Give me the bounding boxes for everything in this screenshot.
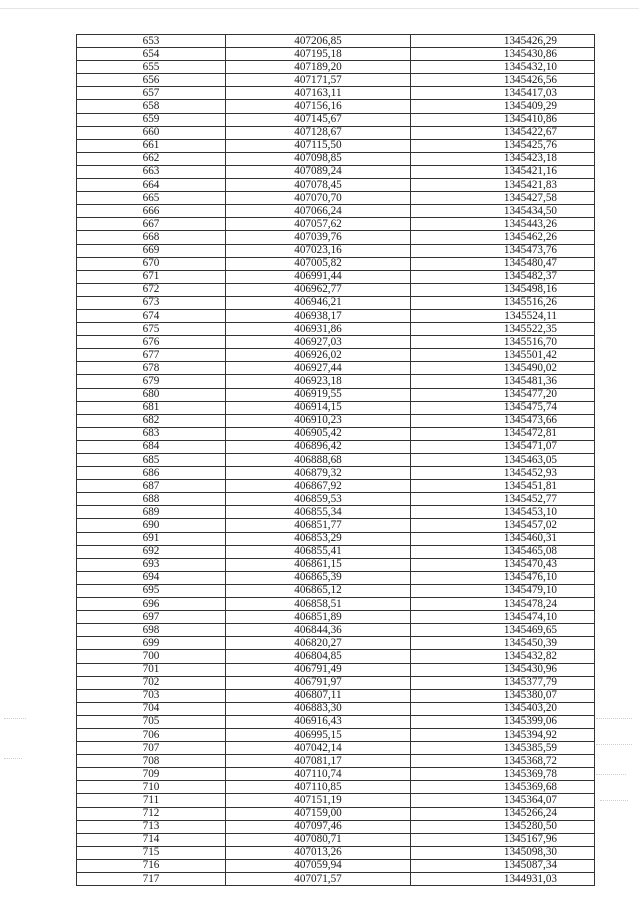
x-coordinate-cell: 406807,11 [226, 689, 411, 702]
point-number-cell: 710 [77, 781, 226, 794]
y-coordinate-cell: 1345516,70 [411, 336, 595, 349]
table-row [77, 480, 595, 493]
table-row [77, 532, 595, 545]
point-number-cell: 703 [77, 689, 226, 702]
table-row [77, 61, 595, 74]
table-row [77, 833, 595, 846]
point-number-cell: 666 [77, 205, 226, 218]
x-coordinate-cell: 407171,57 [226, 74, 411, 87]
x-coordinate-cell: 407078,45 [226, 179, 411, 192]
x-coordinate-cell: 406931,86 [226, 323, 411, 336]
scan-artifact [4, 758, 22, 759]
point-number-cell: 711 [77, 794, 226, 807]
point-number-cell: 678 [77, 362, 226, 375]
y-coordinate-cell: 1345478,24 [411, 598, 595, 611]
x-coordinate-cell: 406791,97 [226, 676, 411, 689]
x-coordinate-cell: 406914,15 [226, 401, 411, 414]
x-coordinate-cell: 406865,12 [226, 584, 411, 597]
point-number-cell: 681 [77, 401, 226, 414]
scan-artifact [4, 718, 26, 719]
table-row [77, 414, 595, 427]
point-number-cell: 706 [77, 728, 226, 741]
point-number-cell: 663 [77, 165, 226, 178]
y-coordinate-cell: 1345479,10 [411, 584, 595, 597]
point-number-cell: 667 [77, 218, 226, 231]
table-row [77, 179, 595, 192]
y-coordinate-cell: 1345410,86 [411, 113, 595, 126]
point-number-cell: 684 [77, 440, 226, 453]
table-row [77, 205, 595, 218]
table-row [77, 611, 595, 624]
y-coordinate-cell: 1345472,81 [411, 427, 595, 440]
point-number-cell: 715 [77, 846, 226, 859]
x-coordinate-cell: 406853,29 [226, 532, 411, 545]
x-coordinate-cell: 406926,02 [226, 349, 411, 362]
y-coordinate-cell: 1345087,34 [411, 859, 595, 872]
x-coordinate-cell: 406995,15 [226, 728, 411, 741]
table-row [77, 257, 595, 270]
table-row [77, 768, 595, 781]
point-number-cell: 660 [77, 126, 226, 139]
x-coordinate-cell: 406883,30 [226, 702, 411, 715]
point-number-cell: 680 [77, 388, 226, 401]
table-row [77, 48, 595, 61]
x-coordinate-cell: 407115,50 [226, 139, 411, 152]
y-coordinate-cell: 1345450,39 [411, 637, 595, 650]
x-coordinate-cell: 407089,24 [226, 165, 411, 178]
y-coordinate-cell: 1345465,08 [411, 545, 595, 558]
point-number-cell: 677 [77, 349, 226, 362]
point-number-cell: 662 [77, 152, 226, 165]
table-row [77, 401, 595, 414]
table-row [77, 545, 595, 558]
table-row [77, 218, 595, 231]
table-row [77, 100, 595, 113]
table-row [77, 663, 595, 676]
point-number-cell: 656 [77, 74, 226, 87]
point-number-cell: 672 [77, 283, 226, 296]
y-coordinate-cell: 1345399,06 [411, 715, 595, 728]
scan-artifact [596, 718, 632, 719]
point-number-cell: 664 [77, 179, 226, 192]
table-row [77, 362, 595, 375]
x-coordinate-cell: 407098,85 [226, 152, 411, 165]
point-number-cell: 655 [77, 61, 226, 74]
x-coordinate-cell: 407151,19 [226, 794, 411, 807]
y-coordinate-cell: 1345463,05 [411, 454, 595, 467]
point-number-cell: 695 [77, 584, 226, 597]
point-number-cell: 714 [77, 833, 226, 846]
y-coordinate-cell: 1345480,47 [411, 257, 595, 270]
x-coordinate-cell: 407042,14 [226, 742, 411, 755]
table-row [77, 715, 595, 728]
table-row [77, 637, 595, 650]
table-row [77, 375, 595, 388]
point-number-cell: 694 [77, 571, 226, 584]
table-row [77, 309, 595, 322]
x-coordinate-cell: 406851,89 [226, 611, 411, 624]
x-coordinate-cell: 407206,85 [226, 35, 411, 48]
x-coordinate-cell: 406888,68 [226, 454, 411, 467]
coordinates-table-body [77, 35, 595, 886]
table-row [77, 689, 595, 702]
x-coordinate-cell: 406905,42 [226, 427, 411, 440]
table-row [77, 873, 595, 886]
table-row [77, 296, 595, 309]
point-number-cell: 665 [77, 192, 226, 205]
table-row [77, 126, 595, 139]
y-coordinate-cell: 1345462,26 [411, 231, 595, 244]
x-coordinate-cell: 407159,00 [226, 807, 411, 820]
table-row [77, 781, 595, 794]
y-coordinate-cell: 1345377,79 [411, 676, 595, 689]
y-coordinate-cell: 1345409,29 [411, 100, 595, 113]
y-coordinate-cell: 1345280,50 [411, 820, 595, 833]
point-number-cell: 690 [77, 519, 226, 532]
y-coordinate-cell: 1345516,26 [411, 296, 595, 309]
y-coordinate-cell: 1345421,16 [411, 165, 595, 178]
point-number-cell: 707 [77, 742, 226, 755]
table-row [77, 755, 595, 768]
point-number-cell: 686 [77, 467, 226, 480]
x-coordinate-cell: 407189,20 [226, 61, 411, 74]
y-coordinate-cell: 1345430,86 [411, 48, 595, 61]
y-coordinate-cell: 1345434,50 [411, 205, 595, 218]
point-number-cell: 708 [77, 755, 226, 768]
table-row [77, 598, 595, 611]
x-coordinate-cell: 406879,32 [226, 467, 411, 480]
point-number-cell: 702 [77, 676, 226, 689]
x-coordinate-cell: 407110,85 [226, 781, 411, 794]
point-number-cell: 661 [77, 139, 226, 152]
point-number-cell: 675 [77, 323, 226, 336]
y-coordinate-cell: 1345098,30 [411, 846, 595, 859]
y-coordinate-cell: 1345460,31 [411, 532, 595, 545]
point-number-cell: 700 [77, 650, 226, 663]
point-number-cell: 693 [77, 558, 226, 571]
x-coordinate-cell: 406859,53 [226, 493, 411, 506]
point-number-cell: 682 [77, 414, 226, 427]
x-coordinate-cell: 407110,74 [226, 768, 411, 781]
table-row [77, 650, 595, 663]
point-number-cell: 713 [77, 820, 226, 833]
x-coordinate-cell: 407013,26 [226, 846, 411, 859]
y-coordinate-cell: 1345453,10 [411, 506, 595, 519]
y-coordinate-cell: 1345457,02 [411, 519, 595, 532]
point-number-cell: 688 [77, 493, 226, 506]
table-row [77, 74, 595, 87]
table-row [77, 427, 595, 440]
point-number-cell: 670 [77, 257, 226, 270]
table-row [77, 440, 595, 453]
table-row [77, 231, 595, 244]
point-number-cell: 698 [77, 624, 226, 637]
table-row [77, 152, 595, 165]
table-row [77, 742, 595, 755]
point-number-cell: 657 [77, 87, 226, 100]
point-number-cell: 685 [77, 454, 226, 467]
x-coordinate-cell: 406910,23 [226, 414, 411, 427]
y-coordinate-cell: 1345477,20 [411, 388, 595, 401]
point-number-cell: 716 [77, 859, 226, 872]
y-coordinate-cell: 1345423,18 [411, 152, 595, 165]
y-coordinate-cell: 1345471,07 [411, 440, 595, 453]
point-number-cell: 701 [77, 663, 226, 676]
scan-artifact [596, 744, 632, 745]
table-row [77, 859, 595, 872]
x-coordinate-cell: 407066,24 [226, 205, 411, 218]
y-coordinate-cell: 1345422,67 [411, 126, 595, 139]
table-row [77, 113, 595, 126]
x-coordinate-cell: 407156,16 [226, 100, 411, 113]
point-number-cell: 705 [77, 715, 226, 728]
scan-artifact [596, 774, 626, 775]
point-number-cell: 668 [77, 231, 226, 244]
point-number-cell: 669 [77, 244, 226, 257]
x-coordinate-cell: 407057,62 [226, 218, 411, 231]
point-number-cell: 674 [77, 309, 226, 322]
table-row [77, 519, 595, 532]
x-coordinate-cell: 406946,21 [226, 296, 411, 309]
y-coordinate-cell: 1345469,65 [411, 624, 595, 637]
y-coordinate-cell: 1345474,10 [411, 611, 595, 624]
x-coordinate-cell: 407128,67 [226, 126, 411, 139]
y-coordinate-cell: 1345385,59 [411, 742, 595, 755]
x-coordinate-cell: 407195,18 [226, 48, 411, 61]
y-coordinate-cell: 1345394,92 [411, 728, 595, 741]
table-row [77, 467, 595, 480]
table-row [77, 192, 595, 205]
point-number-cell: 704 [77, 702, 226, 715]
table-row [77, 270, 595, 283]
y-coordinate-cell: 1345421,83 [411, 179, 595, 192]
point-number-cell: 709 [77, 768, 226, 781]
table-row [77, 676, 595, 689]
table-row [77, 624, 595, 637]
x-coordinate-cell: 406867,92 [226, 480, 411, 493]
x-coordinate-cell: 406865,39 [226, 571, 411, 584]
point-number-cell: 717 [77, 873, 226, 886]
point-number-cell: 696 [77, 598, 226, 611]
x-coordinate-cell: 406938,17 [226, 309, 411, 322]
table-row [77, 571, 595, 584]
table-row [77, 35, 595, 48]
table-row [77, 807, 595, 820]
page-top-edge [0, 8, 639, 9]
table-row [77, 702, 595, 715]
y-coordinate-cell: 1345430,96 [411, 663, 595, 676]
table-row [77, 506, 595, 519]
table-row [77, 165, 595, 178]
point-number-cell: 676 [77, 336, 226, 349]
y-coordinate-cell: 1345473,66 [411, 414, 595, 427]
table-row [77, 820, 595, 833]
table-row [77, 87, 595, 100]
table-row [77, 558, 595, 571]
x-coordinate-cell: 406851,77 [226, 519, 411, 532]
table-row [77, 349, 595, 362]
x-coordinate-cell: 407163,11 [226, 87, 411, 100]
x-coordinate-cell: 407059,94 [226, 859, 411, 872]
x-coordinate-cell: 406923,18 [226, 375, 411, 388]
x-coordinate-cell: 406855,34 [226, 506, 411, 519]
point-number-cell: 687 [77, 480, 226, 493]
point-number-cell: 689 [77, 506, 226, 519]
table-row [77, 283, 595, 296]
point-number-cell: 679 [77, 375, 226, 388]
x-coordinate-cell: 406916,43 [226, 715, 411, 728]
point-number-cell: 659 [77, 113, 226, 126]
y-coordinate-cell: 1345501,42 [411, 349, 595, 362]
table-row [77, 728, 595, 741]
y-coordinate-cell: 1345481,36 [411, 375, 595, 388]
y-coordinate-cell: 1345522,35 [411, 323, 595, 336]
point-number-cell: 671 [77, 270, 226, 283]
y-coordinate-cell: 1345452,93 [411, 467, 595, 480]
y-coordinate-cell: 1345417,03 [411, 87, 595, 100]
y-coordinate-cell: 1345524,11 [411, 309, 595, 322]
x-coordinate-cell: 406991,44 [226, 270, 411, 283]
y-coordinate-cell: 1345482,37 [411, 270, 595, 283]
x-coordinate-cell: 406844,36 [226, 624, 411, 637]
table-row [77, 584, 595, 597]
y-coordinate-cell: 1345403,20 [411, 702, 595, 715]
y-coordinate-cell: 1345470,43 [411, 558, 595, 571]
x-coordinate-cell: 406855,41 [226, 545, 411, 558]
table-row [77, 388, 595, 401]
y-coordinate-cell: 1345369,68 [411, 781, 595, 794]
x-coordinate-cell: 407071,57 [226, 873, 411, 886]
table-row [77, 244, 595, 257]
table-row [77, 336, 595, 349]
point-number-cell: 658 [77, 100, 226, 113]
x-coordinate-cell: 406804,85 [226, 650, 411, 663]
y-coordinate-cell: 1345476,10 [411, 571, 595, 584]
y-coordinate-cell: 1345266,24 [411, 807, 595, 820]
x-coordinate-cell: 407081,17 [226, 755, 411, 768]
y-coordinate-cell: 1345426,29 [411, 35, 595, 48]
x-coordinate-cell: 406896,42 [226, 440, 411, 453]
point-number-cell: 699 [77, 637, 226, 650]
point-number-cell: 653 [77, 35, 226, 48]
point-number-cell: 712 [77, 807, 226, 820]
table-row [77, 454, 595, 467]
scan-artifact [600, 800, 628, 801]
y-coordinate-cell: 1345167,96 [411, 833, 595, 846]
table-row [77, 794, 595, 807]
x-coordinate-cell: 406820,27 [226, 637, 411, 650]
x-coordinate-cell: 406927,44 [226, 362, 411, 375]
x-coordinate-cell: 407097,46 [226, 820, 411, 833]
y-coordinate-cell: 1345426,56 [411, 74, 595, 87]
x-coordinate-cell: 407039,76 [226, 231, 411, 244]
y-coordinate-cell: 1345368,72 [411, 755, 595, 768]
x-coordinate-cell: 407005,82 [226, 257, 411, 270]
y-coordinate-cell: 1344931,03 [411, 873, 595, 886]
table-row [77, 139, 595, 152]
y-coordinate-cell: 1345475,74 [411, 401, 595, 414]
y-coordinate-cell: 1345473,76 [411, 244, 595, 257]
y-coordinate-cell: 1345452,77 [411, 493, 595, 506]
point-number-cell: 692 [77, 545, 226, 558]
x-coordinate-cell: 406861,15 [226, 558, 411, 571]
x-coordinate-cell: 407070,70 [226, 192, 411, 205]
y-coordinate-cell: 1345380,07 [411, 689, 595, 702]
point-number-cell: 697 [77, 611, 226, 624]
x-coordinate-cell: 407145,67 [226, 113, 411, 126]
table-row [77, 846, 595, 859]
point-number-cell: 683 [77, 427, 226, 440]
y-coordinate-cell: 1345427,58 [411, 192, 595, 205]
x-coordinate-cell: 406919,55 [226, 388, 411, 401]
point-number-cell: 654 [77, 48, 226, 61]
y-coordinate-cell: 1345432,10 [411, 61, 595, 74]
x-coordinate-cell: 406927,03 [226, 336, 411, 349]
x-coordinate-cell: 406858,51 [226, 598, 411, 611]
y-coordinate-cell: 1345364,07 [411, 794, 595, 807]
x-coordinate-cell: 406962,77 [226, 283, 411, 296]
y-coordinate-cell: 1345425,76 [411, 139, 595, 152]
y-coordinate-cell: 1345498,16 [411, 283, 595, 296]
coordinates-table [76, 34, 595, 886]
point-number-cell: 691 [77, 532, 226, 545]
table-row [77, 323, 595, 336]
y-coordinate-cell: 1345451,81 [411, 480, 595, 493]
x-coordinate-cell: 407080,71 [226, 833, 411, 846]
x-coordinate-cell: 406791,49 [226, 663, 411, 676]
x-coordinate-cell: 407023,16 [226, 244, 411, 257]
y-coordinate-cell: 1345490,02 [411, 362, 595, 375]
point-number-cell: 673 [77, 296, 226, 309]
table-row [77, 493, 595, 506]
y-coordinate-cell: 1345432,82 [411, 650, 595, 663]
y-coordinate-cell: 1345369,78 [411, 768, 595, 781]
y-coordinate-cell: 1345443,26 [411, 218, 595, 231]
